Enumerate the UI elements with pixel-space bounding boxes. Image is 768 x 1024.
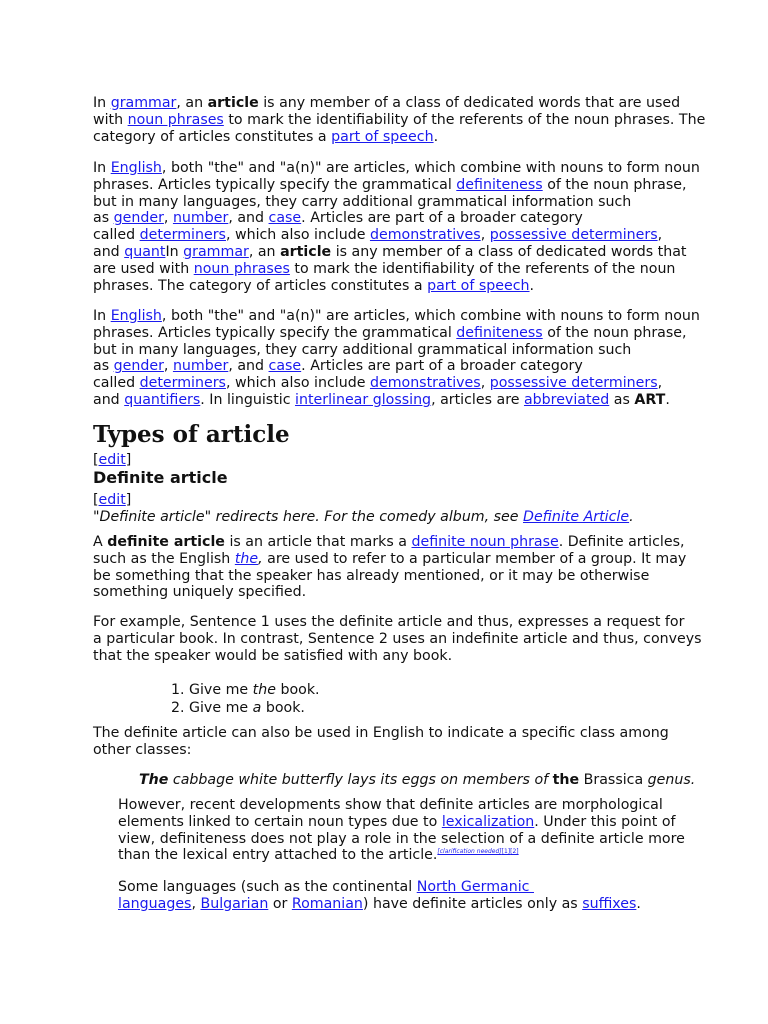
link-english-2[interactable]: English xyxy=(110,308,162,324)
text: "Definite article" redirects here. For the comedy album, see xyxy=(93,509,524,525)
text: or xyxy=(268,895,292,912)
text: , an xyxy=(248,243,281,260)
link-bulgarian[interactable]: Bulgarian xyxy=(200,895,269,912)
link-case[interactable]: case xyxy=(268,210,302,227)
text: are used with xyxy=(93,260,194,277)
text: . xyxy=(665,391,670,408)
text: phrases. Articles typically specify the grammatical xyxy=(93,324,457,341)
bracket: ] xyxy=(125,452,132,468)
text: Give me xyxy=(189,682,253,698)
link-text: languages xyxy=(118,895,192,912)
text: called xyxy=(93,375,140,392)
text: . Articles are part of a broader category xyxy=(301,358,583,375)
bracket: ] xyxy=(125,492,132,508)
link-the[interactable]: the xyxy=(234,550,259,567)
text: , both "the" and "a(n)" are articles, which combine with nouns to form noun xyxy=(161,308,700,324)
subsection-heading-definite: Definite article xyxy=(93,468,228,487)
link-determiners-2[interactable]: determiners xyxy=(139,375,226,392)
link-demonstratives-2[interactable]: demonstratives xyxy=(369,375,481,392)
example-sentence-list xyxy=(165,681,320,717)
text: In xyxy=(165,243,184,260)
text: , which also include xyxy=(225,227,370,244)
link-noun-phrases[interactable]: noun phrases xyxy=(127,111,224,128)
english-paragraph xyxy=(93,160,700,294)
english-paragraph-repeat xyxy=(93,308,700,409)
link-possessive-determiners-2[interactable]: possessive determiners xyxy=(489,375,658,392)
text: Brassica xyxy=(579,772,644,788)
link-romanian[interactable]: Romanian xyxy=(291,895,363,912)
link-case-2[interactable]: case xyxy=(268,358,302,375)
link-quantifiers[interactable]: quantifiers xyxy=(124,391,201,408)
text: category of articles constitutes a xyxy=(93,128,332,145)
definite-article-paragraph xyxy=(93,534,687,601)
link-lexicalization[interactable]: lexicalization xyxy=(441,813,535,830)
bold-term: The xyxy=(139,772,169,788)
text: A xyxy=(93,534,108,550)
link-definite-noun-phrase[interactable]: definite noun phrase xyxy=(411,534,559,550)
text: , which also include xyxy=(225,375,370,392)
text: is any member of a class of dedicated words that are used xyxy=(258,95,681,111)
link-suffixes[interactable]: suffixes xyxy=(582,895,637,912)
lexicalization-paragraph xyxy=(118,797,685,864)
text: and xyxy=(93,243,125,260)
text: . xyxy=(636,895,641,912)
bold-term: the xyxy=(552,772,580,788)
text: view, definiteness does not play a role in the selection of a definite article more xyxy=(118,830,685,847)
text: In xyxy=(93,308,111,324)
text: . In linguistic xyxy=(200,391,296,408)
text: . xyxy=(433,128,439,145)
text: as xyxy=(93,210,114,227)
text: In xyxy=(93,160,111,176)
text: as xyxy=(93,358,114,375)
edit-link[interactable]: edit xyxy=(98,452,126,468)
text: is an article that marks a xyxy=(224,534,412,550)
text: of the noun phrase, xyxy=(542,176,687,193)
text: For example, Sentence 1 uses the definite article and thus, expresses a request for xyxy=(93,614,685,630)
text: , xyxy=(191,895,201,912)
text: that the speaker would be satisfied with any book. xyxy=(93,647,453,664)
text: Give me xyxy=(189,700,253,716)
text: a particular book. In contrast, Sentence 2 uses an indefinite article and thus, conveys xyxy=(93,630,702,647)
text: , xyxy=(163,358,173,375)
link-gender-2[interactable]: gender xyxy=(113,358,164,375)
text: , xyxy=(258,550,263,567)
text: to mark the identifiability of the referents of the noun xyxy=(289,260,676,277)
text: other classes: xyxy=(93,741,192,758)
text: , xyxy=(480,227,490,244)
bold-term: article xyxy=(280,243,332,260)
link-english[interactable]: English xyxy=(110,160,162,176)
text: . Definite articles, xyxy=(558,534,685,550)
link-definiteness[interactable]: definiteness xyxy=(456,176,543,193)
link-grammar-2[interactable]: grammar xyxy=(183,243,249,260)
link-quant[interactable]: quant xyxy=(124,243,166,260)
link-part-of-speech[interactable]: part of speech xyxy=(331,128,434,145)
text: than the lexical entry attached to the article. xyxy=(118,847,438,864)
link-demonstratives[interactable]: demonstratives xyxy=(369,227,481,244)
text: , and xyxy=(228,358,269,375)
text: with xyxy=(93,111,128,128)
edit-section-link-2 xyxy=(93,492,131,509)
link-interlinear-glossing[interactable]: interlinear glossing xyxy=(295,391,432,408)
link-definiteness-2[interactable]: definiteness xyxy=(456,324,543,341)
emphasis: the xyxy=(252,682,276,698)
text: book. xyxy=(261,700,305,716)
suffix-languages-paragraph xyxy=(118,879,678,913)
link-text: North Germanic xyxy=(416,879,534,895)
citation-superscript xyxy=(437,848,518,855)
reference-link-2[interactable]: [2] xyxy=(510,848,519,856)
text: In xyxy=(93,95,111,111)
text: cabbage white butterfly lays its eggs on members of xyxy=(168,772,553,788)
text: ) have definite articles only as xyxy=(362,895,583,912)
link-determiners[interactable]: determiners xyxy=(139,227,226,244)
bracket: [ xyxy=(93,492,99,508)
intro-paragraph xyxy=(93,95,706,145)
text: called xyxy=(93,227,140,244)
text: However, recent developments show that definite articles are morphological xyxy=(118,797,663,813)
text: Some languages (such as the continental xyxy=(118,879,417,895)
section-heading-types: Types of article xyxy=(93,421,290,448)
text: , an xyxy=(176,95,208,111)
link-abbreviated[interactable]: abbreviated xyxy=(523,391,610,408)
link-number-2[interactable]: number xyxy=(172,358,229,375)
text: phrases. Articles typically specify the grammatical xyxy=(93,176,457,193)
text: . xyxy=(629,509,634,525)
text: , articles are xyxy=(431,391,524,408)
link-definite-article-album[interactable]: Definite Article xyxy=(523,509,630,525)
link-grammar[interactable]: grammar xyxy=(110,95,177,111)
text: as xyxy=(609,391,635,408)
text: such as the English xyxy=(93,550,235,567)
text: , both "the" and "a(n)" are articles, which combine with nouns to form noun xyxy=(161,160,700,176)
text: of the noun phrase, xyxy=(542,324,687,341)
clarification-needed-link[interactable]: [clarification needed] xyxy=(437,848,502,856)
text: , xyxy=(163,210,173,227)
bold-term: article xyxy=(207,95,259,111)
edit-link[interactable]: edit xyxy=(98,492,126,508)
text: be something that the speaker has already mentioned, or it may be otherwise xyxy=(93,567,650,584)
example-quote xyxy=(139,772,695,789)
text: and xyxy=(93,391,125,408)
link-noun-phrases-2[interactable]: noun phrases xyxy=(193,260,290,277)
list-item xyxy=(189,681,320,699)
text: The definite article can also be used in English to indicate a specific class among xyxy=(93,725,669,741)
redirect-hatnote xyxy=(93,509,634,526)
text: , and xyxy=(228,210,269,227)
text: . Under this point of xyxy=(534,813,676,830)
list-item xyxy=(189,699,320,717)
text: elements linked to certain noun types due to xyxy=(118,813,442,830)
bold-term: definite article xyxy=(107,534,225,550)
bold-term: ART xyxy=(634,391,666,408)
text: something uniquely specified. xyxy=(93,584,307,601)
text: book. xyxy=(275,682,320,698)
emphasis: a xyxy=(252,700,262,716)
reference-link-1[interactable]: [1] xyxy=(501,848,511,856)
text: , xyxy=(657,375,663,392)
example-paragraph xyxy=(93,614,702,664)
link-part-of-speech-2[interactable]: part of speech xyxy=(427,277,530,294)
text: , xyxy=(480,375,490,392)
text: to mark the identifiability of the referents of the noun phrases. The xyxy=(223,111,706,128)
text: , xyxy=(657,227,663,244)
bracket: [ xyxy=(93,452,99,468)
text: are used to refer to a particular member of a group. It may xyxy=(262,550,687,567)
text: . xyxy=(529,277,535,294)
link-possessive-determiners[interactable]: possessive determiners xyxy=(489,227,658,244)
link-number[interactable]: number xyxy=(172,210,229,227)
link-gender[interactable]: gender xyxy=(113,210,164,227)
text: genus. xyxy=(643,772,696,788)
text: but in many languages, they carry additional grammatical information such xyxy=(93,341,632,358)
class-paragraph xyxy=(93,725,693,759)
text: . Articles are part of a broader category xyxy=(301,210,583,227)
text: phrases. The category of articles constitutes a xyxy=(93,277,428,294)
text: but in many languages, they carry additional grammatical information such xyxy=(93,193,632,210)
text: is any member of a class of dedicated words that xyxy=(331,243,687,260)
edit-section-link-1 xyxy=(93,452,131,469)
